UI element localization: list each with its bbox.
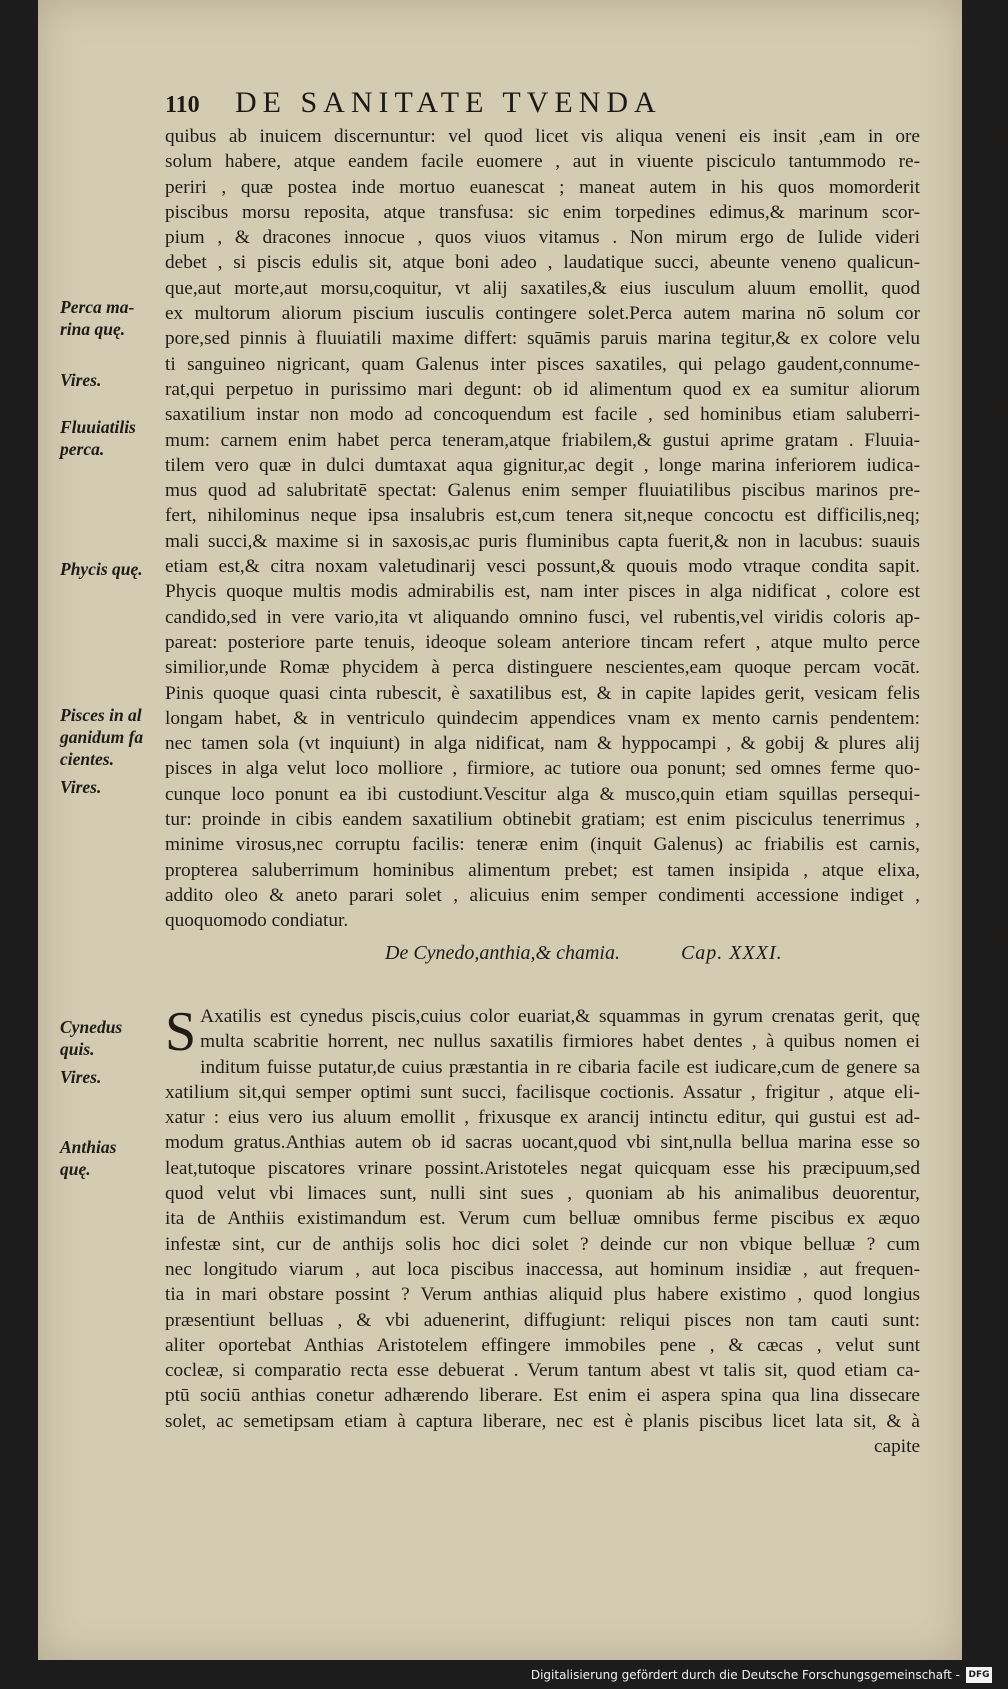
- text-line: ex multorum aliorum piscium iusculis contingere solet.Perca autem marina nō solum cor: [165, 303, 920, 325]
- text-line: pium , & dracones innocue , quos viuos vitamus . Non mirum ergo de Iulide videri: [165, 227, 920, 249]
- text-line: ti sanguineo nigricant, quam Galenus inter pisces saxatiles, qui pelago gaudent,connume-: [165, 353, 920, 375]
- margin-note-line: Vires.: [60, 777, 102, 797]
- section-letter: E: [992, 1188, 1007, 1213]
- margin-note-line: Cynedus: [60, 1017, 123, 1037]
- chapter-heading: [385, 942, 783, 965]
- page-header: [165, 86, 865, 120]
- digitization-footer: [0, 1660, 1000, 1689]
- footer-text: Digitalisierung gefördert durch die Deutsche Forschungsgemeinschaft -: [530, 1667, 960, 1682]
- text-line: xatilium sit,qui semper optimi sunt succi, facilisque coctionis. Assatur , frigitur , atque eli-: [165, 1081, 920, 1103]
- margin-note: [60, 558, 143, 580]
- margin-note: [60, 1016, 122, 1060]
- margin-note-line: Fluuiatilis: [60, 417, 136, 437]
- text-line: minime virosus,nec corruptu facilis: teneræ enim (inquit Galenus) ac friabilis est carnis,: [165, 834, 920, 856]
- text-line: quod velut vbi limaces sunt, nulli sint sues , quoniam ab his animalibus deuorentur,: [165, 1183, 920, 1205]
- text-line: rat,qui perpetuo in purissimo mari degunt: ob id alimentum quod ex ea sumitur aliorum: [165, 378, 920, 400]
- catchword: capite: [873, 1436, 920, 1458]
- margin-note-line: quis.: [60, 1039, 95, 1059]
- section-letter: B: [992, 394, 1007, 419]
- text-line: mus quod ad salubritatē spectat: Galenus enim semper fluuiatilibus piscibus marinos pre-: [165, 480, 920, 502]
- text-line: præsentiunt belluas , & vbi aduenerint, diffugiunt: reliqui pisces non tam cauti sunt:: [165, 1309, 920, 1331]
- body-text-block-1: [165, 124, 920, 934]
- text-line: cunque loco ponunt ea ibi custodiunt.Vescitur alga & musco,quin etiam squillas persequi-: [165, 783, 920, 805]
- section-letter: D: [992, 924, 1008, 949]
- margin-note-line: perca.: [60, 439, 105, 459]
- text-line: addito oleo & aneto parari solet , alicuius enim semper condimenti accessione indiget ,: [165, 884, 920, 906]
- text-line: pareat: posteriore parte tenuis, ideoque soleam anteriore tincam refert , atque multo perce: [165, 631, 920, 653]
- text-line: propterea saluberrimum hominibus alimentum prebet; est tamen insipida , atque elixa,: [165, 859, 920, 881]
- text-line: que,aut morte,aut morsu,coquitur, vt alij saxatiles,& eius iusculum aluum emollit, quod: [165, 277, 920, 299]
- text-line: modum gratus.Anthias autem ob id sacras uocant,quod vbi sint,nulla bellua marina esse so: [165, 1132, 920, 1154]
- text-line: aliter oportebat Anthias Aristotelem effingere immobiles pene , & cæcas , velut sunt: [165, 1334, 920, 1356]
- text-line: tur: proinde in cibis eandem saxatilium obtinebit gratiam; est enim pisciculus tenerrimus ,: [165, 809, 920, 831]
- text-line: mum: carnem enim habet perca teneram,atque friabilem,& gustui aprime gratam . Fluuia-: [165, 429, 920, 451]
- section-letter: A: [992, 124, 1008, 149]
- text-line: nec longitudo viarum , aut loca piscibus inaccessa, aut hominum insidiæ , aut frequen-: [165, 1258, 920, 1280]
- text-line: solet, ac semetipsam etiam à captura liberare, nec est è planis piscibus licet lata sit, & à: [165, 1410, 920, 1432]
- chapter-number: Cap. XXXI.: [680, 942, 783, 964]
- dfg-logo: DFG: [966, 1667, 992, 1683]
- text-line: Axatilis est cynedus piscis,cuius color euariat,& squammas in gyrum crenatas gerit, quę: [200, 1006, 920, 1027]
- text-line: etiam est,& citra noxam valetudinarij vesci possunt,& quouis modo vtraque condita sapit.: [165, 556, 920, 578]
- margin-note-line: quę.: [60, 1159, 91, 1179]
- margin-note: [60, 416, 136, 460]
- text-line: fert, nihilominus neque ipsa insalubris est,cum tenera sit,neque concoctu est difficilis,neq;: [165, 505, 920, 527]
- margin-note-line: Vires.: [60, 370, 102, 390]
- running-head: DE SANITATE TVENDA: [235, 86, 662, 119]
- text-line: piscibus morsu reposita, atque transfusa: sic enim torpedines edimus,& marinum scor-: [165, 201, 920, 223]
- page: [40, 6, 1008, 1656]
- text-line: inditum fuisse putatur,de cuius præstantia in re cibaria facile est iudicare,cum de genere sa: [200, 1056, 920, 1078]
- text-line: pore,sed pinnis à fluuiatili maxime differt: squāmis paruis marina tegitur,& ex colore velu: [165, 328, 920, 350]
- body-text-block-2: [165, 1001, 920, 1459]
- text-line: similior,unde Romæ phycidem à perca distinguere nescientes,eam quoque percam vocāt.: [165, 657, 920, 679]
- text-line: infestæ sint, cur de anthijs solis hoc dici solet ? deinde cur non vbique belluæ ? cum: [165, 1233, 920, 1255]
- text-line: ita de Anthiis existimandum est. Verum cum belluæ omnibus ferme piscibus ex æquo: [165, 1208, 920, 1230]
- text-line: periri , quæ postea inde mortuo euanescat ; maneat autem in his quos momorderit: [165, 176, 920, 198]
- text-line: longam habet, & in ventriculo quindecim appendices vnam ex mento carnis pendentem:: [165, 707, 920, 729]
- text-line: mali succi,& maxime si in saxosis,ac puris fluminibus capta fuerit,& non in lacubus: suauis: [165, 530, 920, 552]
- margin-note-line: Pisces in al: [60, 705, 142, 725]
- text-line: quoquomodo condiatur.: [165, 910, 349, 932]
- text-line: xatur : eius vero ius aluum emollit , frixusque ex arancij intinctu editur, qui gustui est ad-: [165, 1107, 920, 1129]
- margin-note: [60, 1066, 101, 1088]
- text-line: solum habere, atque eandem facile euomere , aut in viuente pisciculo tantummodo re-: [165, 151, 920, 173]
- margin-note: [60, 296, 134, 340]
- text-line: nec tamen sola (vt inquiunt) in alga nidificat, nam & hyppocampi , & gobij & plures alij: [165, 733, 920, 755]
- text-line: quibus ab inuicem discernuntur: vel quod licet vis aliqua veneni eis insit ,eam in ore: [165, 126, 920, 147]
- text-line: saxatilium instar non modo ad concoquendum est facile , sed hominibus etiam saluberri-: [165, 404, 920, 426]
- text-line: Phycis quoque multis modis admirabilis est, nam inter pisces in alga nidificat , colore est: [165, 581, 920, 603]
- text-line: Pinis quoque quasi cinta rubescit, è saxatilibus est, & in capite lapides gerit, vesicam felis: [165, 682, 920, 704]
- margin-note: [60, 704, 143, 770]
- margin-note-line: Vires.: [60, 1067, 102, 1087]
- margin-note-line: Anthias: [60, 1137, 117, 1157]
- margin-note-line: cientes.: [60, 749, 114, 769]
- margin-note: [60, 369, 101, 391]
- text-line: pisces in alga velut loco molliore , firmiore, ac tutiore oua ponunt; sed omnes ferme quo-: [165, 758, 920, 780]
- text-line: ptū sociū anthias conetur adhærendo liberare. Est enim ei aspera spina qua lina dissecare: [165, 1385, 920, 1407]
- drop-cap: S: [165, 1001, 197, 1063]
- margin-note-line: Perca ma-: [60, 297, 135, 317]
- text-line: tia in mari obstare possint ? Verum anthias aliquid plus habere existimo , quod longius: [165, 1284, 920, 1306]
- section-letter: C: [992, 656, 1008, 681]
- margin-note-line: Phycis quę.: [60, 559, 143, 579]
- text-line: leat,tutoque piscatores vrinare possint.Aristoteles negat quicquam esse his præcipuum,sed: [165, 1157, 920, 1179]
- chapter-title: De Cynedo,anthia,& chamia.: [385, 942, 620, 964]
- text-line: multa scabritie horrent, nec nullus saxatilis firmiores habet dentes , à quibus nomen ei: [200, 1031, 920, 1053]
- text-line: debet , si piscis edulis sit, atque boni adeo , laudatique succi, abeunte veneno qualicun-: [165, 252, 920, 274]
- margin-note-line: rina quę.: [60, 319, 126, 339]
- text-line: tilem vero quæ in dulci dumtaxat aqua gignitur,ac degit , longe marina inferiorem iudica-: [165, 454, 920, 476]
- margin-note-line: ganidum fa: [60, 727, 144, 747]
- text-line: cocleæ, si comparatio recta esse debuerat . Verum tantum abest vt talis sit, quod etiam ca-: [165, 1360, 920, 1382]
- page-number: 110: [165, 92, 200, 118]
- margin-note: [60, 1136, 116, 1180]
- text-line: candido,sed in vere vario,ita vt aliquando omnino fusci, vel rubentis,vel viridis coloris ap-: [165, 606, 920, 628]
- margin-note: [60, 776, 101, 798]
